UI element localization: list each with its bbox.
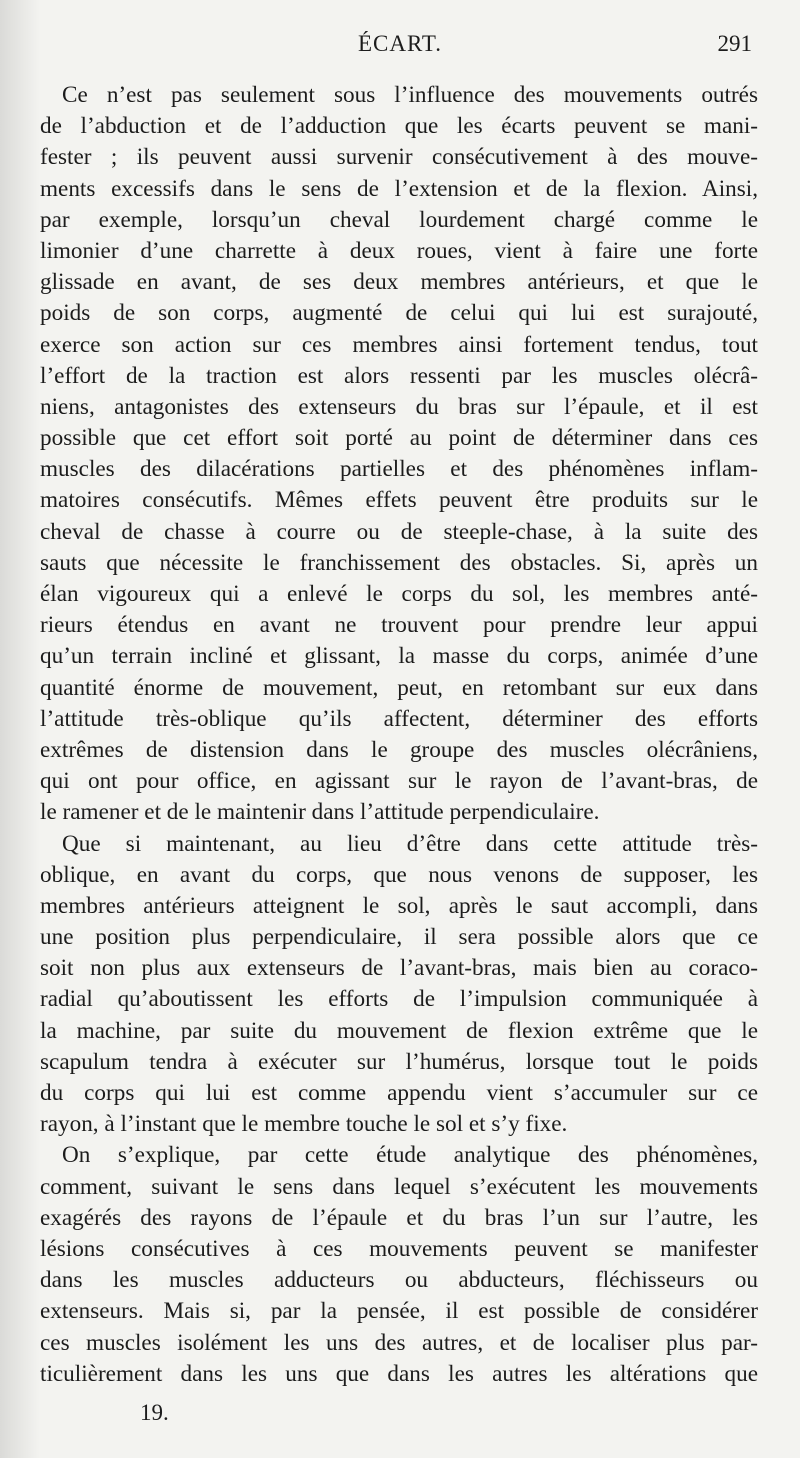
text-line: une position plus perpendiculaire, il sera possible alors que ce [40, 924, 758, 951]
text-line: fester ; ils peuvent aussi survenir consécutivement à des mouve- [40, 144, 758, 171]
gutter-shadow [0, 0, 40, 1458]
text-line: la machine, par suite du mouvement de flexion extrême que le [40, 1017, 758, 1044]
text-line: ments excessifs dans le sens de l’extension et de la flexion. Ainsi, [40, 175, 758, 202]
text-line: qu’un terrain incliné et glissant, la masse du corps, animée d’une [40, 643, 758, 670]
text-line: exerce son action sur ces membres ainsi fortement tendus, tout [40, 331, 758, 358]
text-line: extenseurs. Mais si, par la pensée, il est possible de considérer [40, 1298, 758, 1325]
text-line: élan vigoureux qui a enlevé le corps du sol, les membres anté- [40, 581, 758, 607]
text-line: cheval de chasse à courre ou de steeple-chase, à la suite des [40, 518, 758, 545]
text-line: soit non plus aux extenseurs de l’avant-bras, mais bien au coraco- [40, 955, 758, 982]
text-line: matoires consécutifs. Mêmes effets peuvent être produits sur le [40, 487, 758, 514]
text-line: radial qu’aboutissent les efforts de l’impulsion communiquée à [40, 986, 758, 1013]
text-line: exagérés des rayons de l’épaule et du bras l’un sur l’autre, les [40, 1204, 758, 1231]
text-line: rieurs étendus en avant ne trouvent pour prendre leur appui [40, 612, 758, 639]
text-line: On s’explique, par cette étude analytique des phénomènes, [62, 1142, 758, 1169]
text-line: Ce n’est pas seulement sous l’influence des mouvements outrés [62, 82, 758, 108]
text-line: ticulièrement dans les uns que dans les autres les altérations que [40, 1360, 758, 1387]
text-line: l’attitude très-oblique qu’ils affectent, déterminer des efforts [40, 705, 758, 732]
text-line: scapulum tendra à exécuter sur l’humérus, lorsque tout le poids [40, 1048, 758, 1075]
signature-mark: 19. [140, 1400, 169, 1425]
text-line: lésions consécutives à ces mouvements peuvent se manifester [40, 1235, 758, 1262]
text-line: oblique, en avant du corps, que nous venons de supposer, les [40, 861, 758, 888]
text-line: muscles des dilacérations partielles et des phénomènes inflam- [40, 456, 758, 483]
page-number: 291 [717, 31, 752, 56]
text-line: sauts que nécessite le franchissement des obstacles. Si, après un [40, 549, 758, 576]
text-line: limonier d’une charrette à deux roues, vient à faire une forte [40, 237, 758, 264]
text-line: par exemple, lorsqu’un cheval lourdement chargé comme le [40, 206, 758, 233]
text-line: possible que cet effort soit porté au point de déterminer dans ces [40, 425, 758, 452]
text-line: membres antérieurs atteignent le sol, après le saut accompli, dans [40, 892, 758, 919]
text-line: Que si maintenant, au lieu d’être dans cette attitude très- [62, 830, 758, 857]
text-line: quantité énorme de mouvement, peut, en retombant sur eux dans [40, 674, 758, 701]
text-line: poids de son corps, augmenté de celui qui lui est surajouté, [40, 300, 758, 327]
text-line: le ramener et de le maintenir dans l’attitude perpendiculaire. [40, 799, 600, 826]
text-line: dans les muscles adducteurs ou abducteurs, fléchisseurs ou [40, 1267, 758, 1294]
text-line: qui ont pour office, en agissant sur le rayon de l’avant-bras, de [40, 768, 758, 795]
text-line: l’effort de la traction est alors ressenti par les muscles olécrâ- [40, 362, 758, 389]
text-line: glissade en avant, de ses deux membres antérieurs, et que le [40, 269, 758, 296]
text-line: du corps qui lui est comme appendu vient s’accumuler sur ce [40, 1080, 758, 1106]
text-line: niens, antagonistes des extenseurs du bras sur l’épaule, et il est [40, 393, 758, 420]
running-title: ÉCART. [357, 31, 443, 56]
text-line: rayon, à l’instant que le membre touche le sol et s’y fixe. [40, 1111, 568, 1138]
text-line: extrêmes de distension dans le groupe des muscles olécrâniens, [40, 736, 758, 763]
text-line: ces muscles isolément les uns des autres, et de localiser plus par- [40, 1329, 758, 1356]
text-line: comment, suivant le sens dans lequel s’exécutent les mouvements [40, 1173, 758, 1200]
text-line: de l’abduction et de l’adduction que les écarts peuvent se mani- [40, 113, 758, 140]
body-text [40, 80, 758, 1390]
